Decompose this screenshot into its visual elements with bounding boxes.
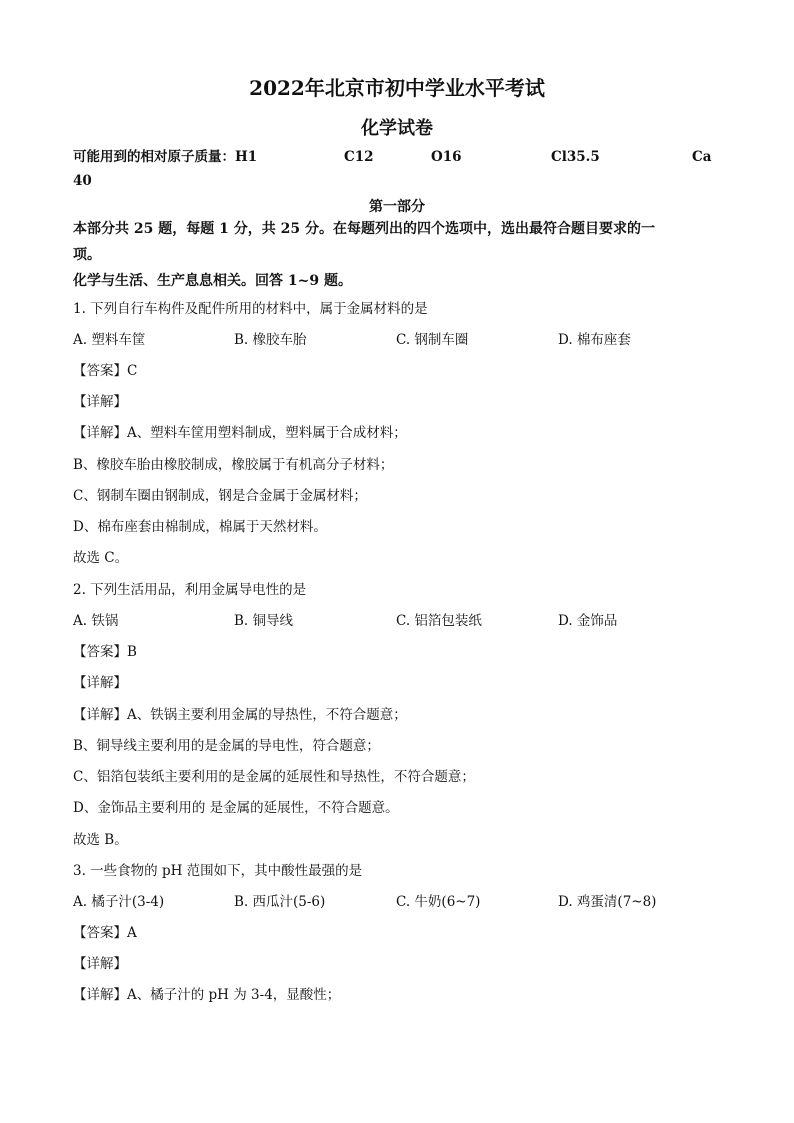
q1-detail-line: 【详解】A、塑料车筐用塑料制成，塑料属于合成材料； [73, 425, 407, 441]
q2-detail-line: 【详解】A、铁锅主要利用金属的导热性，不符合题意； [73, 707, 407, 723]
q2-detail-line: D、金饰品主要利用的 是金属的延展性，不符合题意。 [73, 800, 399, 816]
q2-detail-line: B、铜导线主要利用的是金属的导电性，符合题意； [73, 738, 380, 754]
q3-stem: 3. 一些食物的 pH 范围如下，其中酸性最强的是 [73, 863, 363, 879]
q3-option-a: A. 橘子汁(3-4) [73, 894, 165, 910]
part-intro: 本部分共 25 题，每题 1 分，共 25 分。在每题列出的四个选项中，选出最符合题目要求的一 [73, 221, 655, 237]
atomic-mass-o: O16 [431, 149, 462, 165]
q1-answer: 【答案】C [73, 363, 138, 379]
q2-detail-heading: 【详解】 [73, 675, 127, 691]
q1-option-b: B. 橡胶车胎 [234, 332, 307, 348]
q1-option-d: D. 棉布座套 [558, 332, 631, 348]
atomic-mass-c: C12 [344, 149, 374, 165]
q3-option-b: B. 西瓜汁(5-6) [234, 894, 326, 910]
atomic-mass-cl: Cl35.5 [551, 149, 600, 165]
atomic-mass-ca: Ca [692, 149, 712, 165]
part-title: 第一部分 [369, 199, 425, 215]
q3-option-c: C. 牛奶(6~7) [396, 894, 481, 910]
q3-option-d: D. 鸡蛋清(7~8) [558, 894, 657, 910]
group-intro: 化学与生活、生产息息相关。回答 1~9 题。 [73, 273, 352, 289]
q1-stem: 1. 下列自行车构件及配件所用的材料中，属于金属材料的是 [73, 301, 428, 317]
q3-answer: 【答案】A [73, 925, 137, 941]
atomic-mass-label: 可能用到的相对原子质量：H1 [73, 149, 258, 165]
q1-detail-line: B、橡胶车胎由橡胶制成，橡胶属于有机高分子材料； [73, 457, 394, 473]
q1-detail-line: D、棉布座套由棉制成，棉属于天然材料。 [73, 519, 327, 535]
atomic-mass-ca-value: 40 [73, 173, 92, 189]
q1-conclusion: 故选 C。 [73, 550, 129, 566]
q2-option-a: A. 铁锅 [73, 613, 119, 629]
q2-option-c: C. 铝箔包装纸 [396, 613, 482, 629]
q3-detail-line: 【详解】A、橘子汁的 pH 为 3-4，显酸性； [73, 987, 341, 1003]
q1-detail-line: C、钢制车圈由钢制成，钢是合金属于金属材料； [73, 488, 367, 504]
exam-title: 2022年北京市初中学业水平考试 [249, 76, 545, 100]
q2-option-b: B. 铜导线 [234, 613, 294, 629]
q2-answer: 【答案】B [73, 644, 137, 660]
q1-option-c: C. 钢制车圈 [396, 332, 469, 348]
q1-option-a: A. 塑料车筐 [73, 332, 146, 348]
q2-stem: 2. 下列生活用品，利用金属导电性的是 [73, 582, 307, 598]
q3-detail-heading: 【详解】 [73, 956, 127, 972]
q2-detail-line: C、铝箔包装纸主要利用的是金属的延展性和导热性，不符合题意； [73, 769, 475, 785]
q2-option-d: D. 金饰品 [558, 613, 618, 629]
q2-conclusion: 故选 B。 [73, 832, 128, 848]
part-intro-cont: 项。 [73, 247, 101, 263]
q1-detail-heading: 【详解】 [73, 394, 127, 410]
exam-subtitle: 化学试卷 [361, 118, 433, 139]
